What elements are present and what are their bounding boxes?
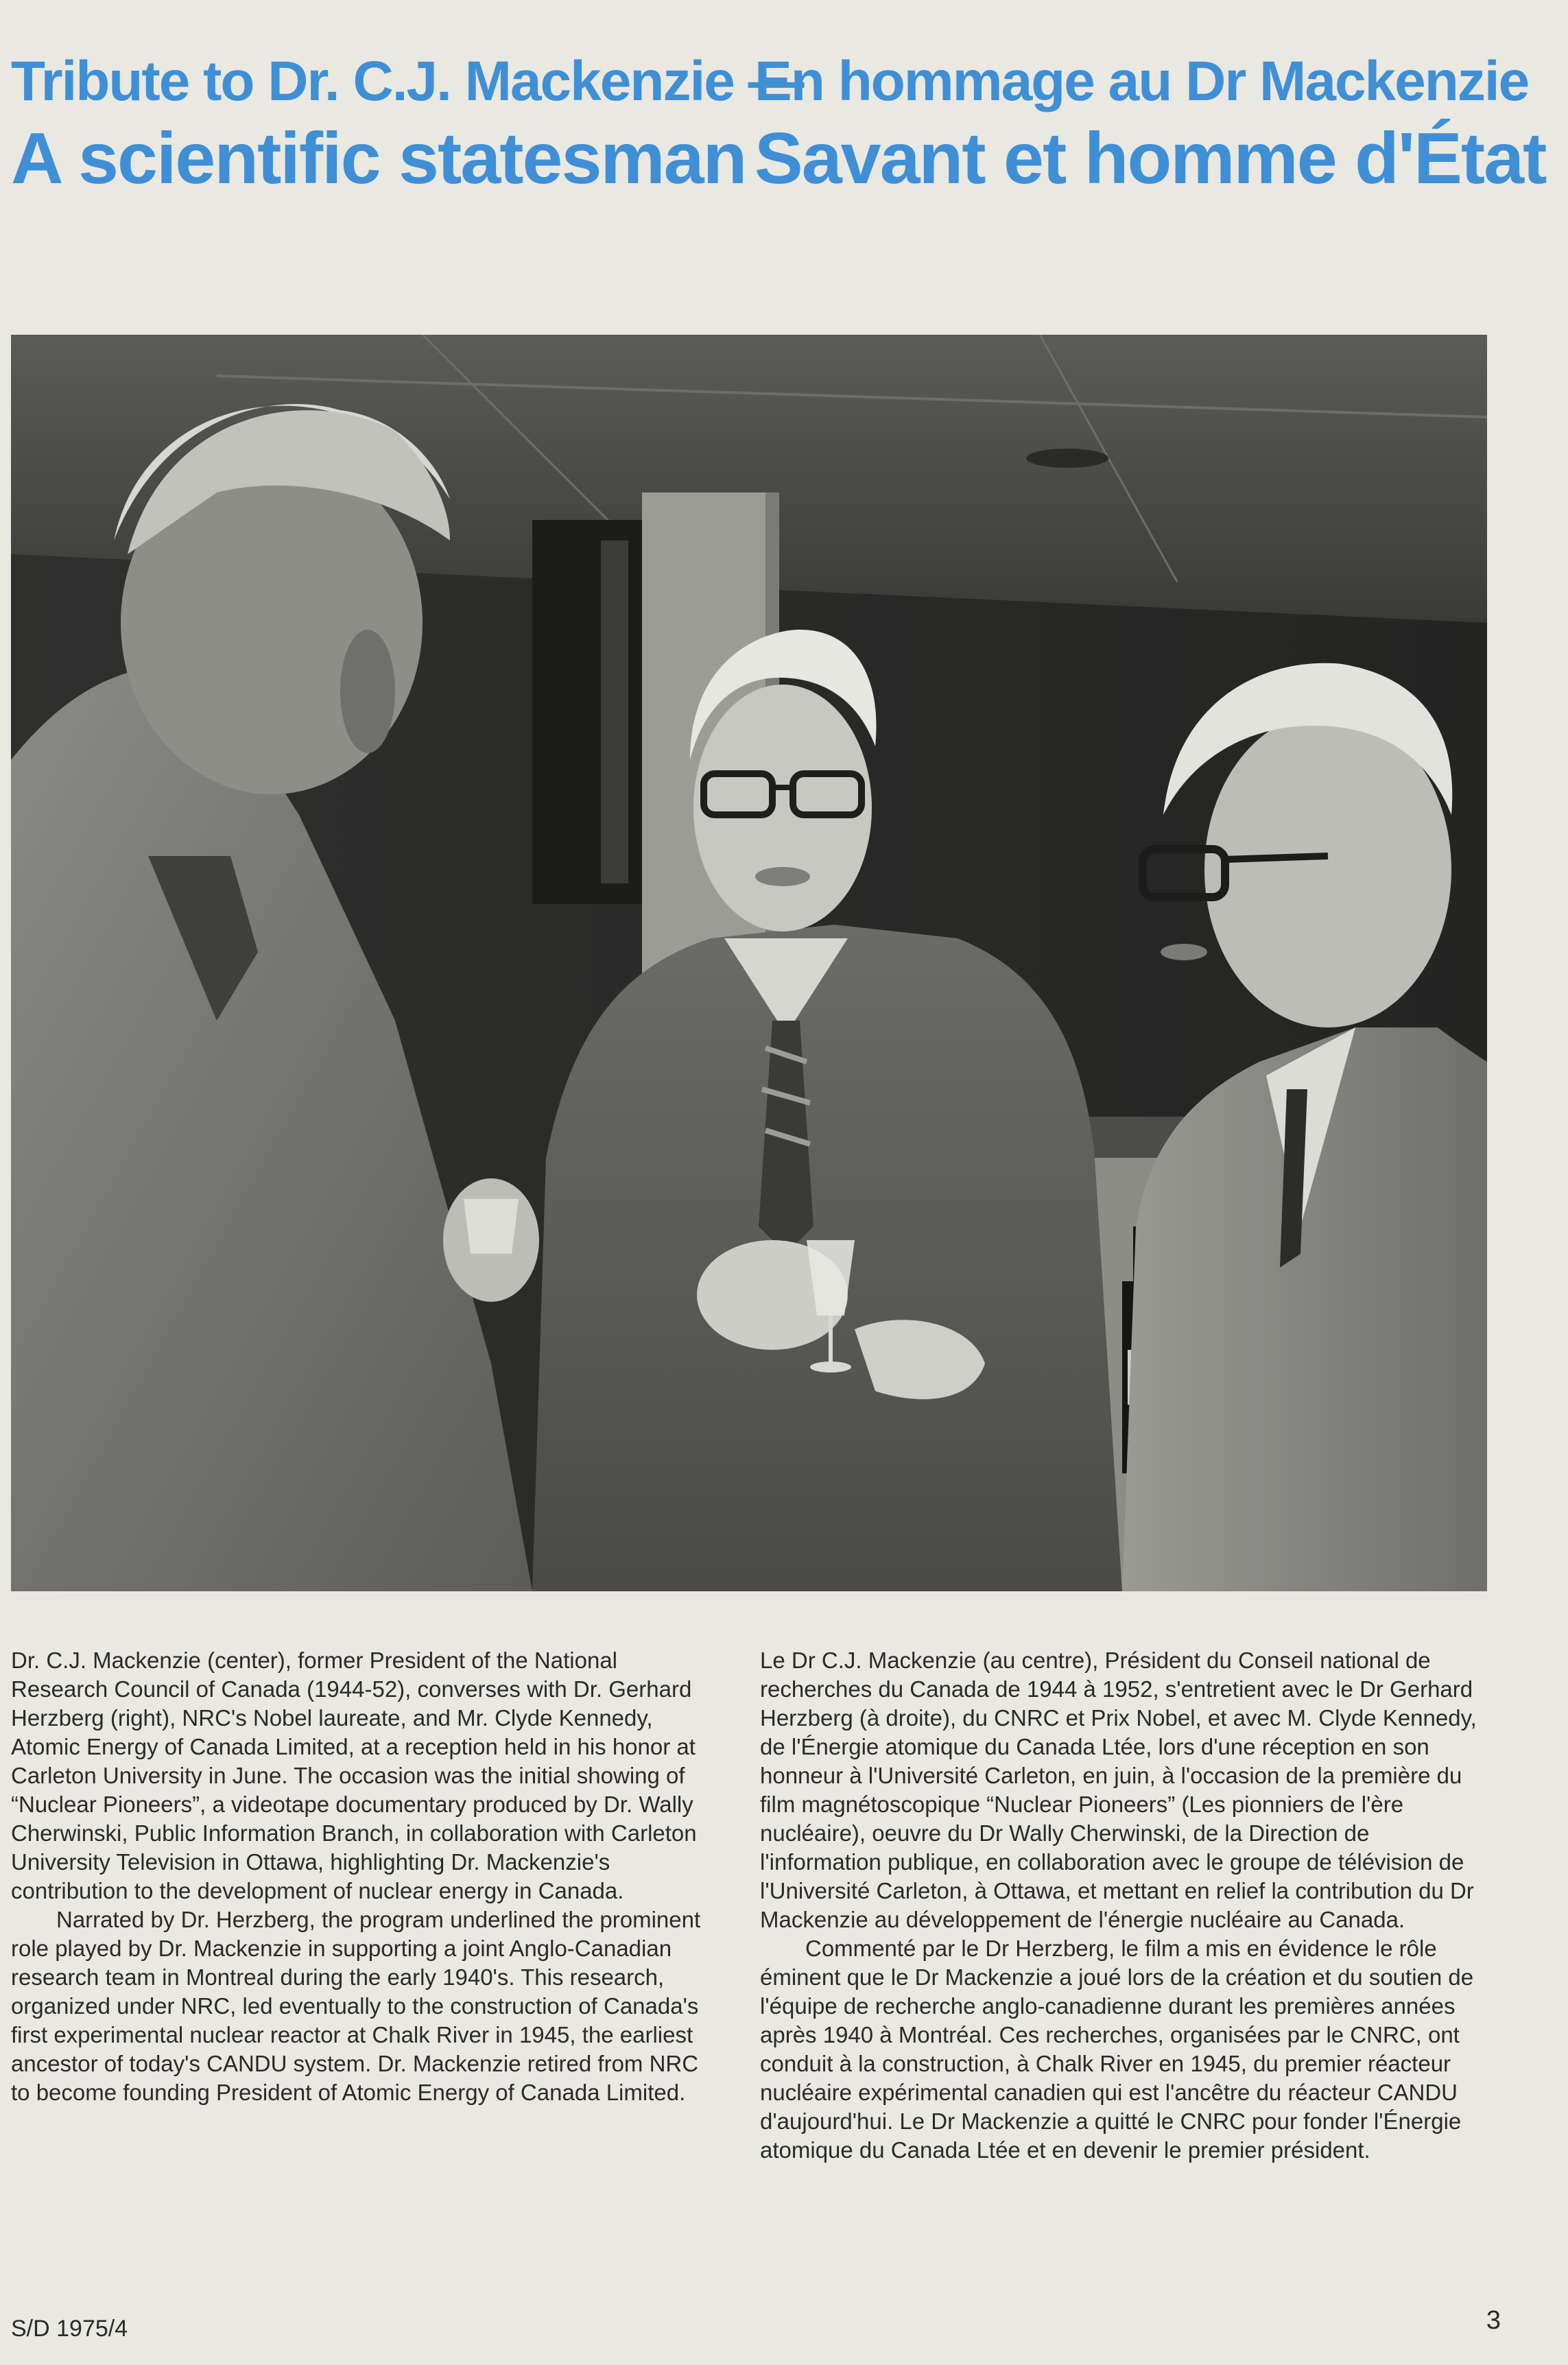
english-title-line2: A scientific statesman bbox=[11, 118, 746, 199]
french-caption-paragraph: Commenté par le Dr Herzberg, le film a mis en évidence le rôle éminent que le Dr Mackenzie a joué lors de la création et du soutien de l'équipe de recherche anglo-canadienne durant les premières années après 1940 à Montréal. Ces recherches, organisées par le CNRC, ont conduit à la construction, à Chalk River en 1945, du premier réacteur nucléaire expérimental canadien qui est l'ancêtre du réacteur CANDU d'aujourd'hui. Le Dr Mackenzie a quitté le CNRC pour fonder l'Énergie atomique du Canada Ltée et en devenir le premier président. bbox=[760, 1936, 1474, 2163]
french-caption bbox=[760, 1646, 1487, 2165]
english-title-line1: Tribute to Dr. C.J. Mackenzie — bbox=[11, 50, 803, 112]
english-title bbox=[11, 50, 803, 199]
french-caption-paragraph: Le Dr C.J. Mackenzie (au centre), Président du Conseil national de recherches du Canada de 1944 à 1952, s'entretient avec le Dr Gerhard Herzberg (à droite), du CNRC et Prix Nobel, et avec M. Clyde Kennedy, de l'Énergie atomique du Canada Ltée, lors d'une réception en son honneur à l'Université Carleton, en juin, à l'occasion de la première du film magnétoscopique “Nuclear Pioneers” (Les pionniers de l'ère nucléaire), oeuvre du Dr Wally Cherwinski, de la Direction de l'information publique, en collaboration avec le groupe de télévision de l'Université Carleton, à Ottawa, et mettant en relief la contribution du Dr Mackenzie au développement de l'énergie nucléaire au Canada. bbox=[760, 1648, 1477, 1932]
french-title bbox=[755, 50, 1557, 199]
english-caption bbox=[11, 1646, 711, 2107]
english-caption-paragraph: Narrated by Dr. Herzberg, the program underlined the prominent role played by Dr. Mackenzie in supporting a joint Anglo-Canadian research team in Montreal during the early 1940's. This research, organized under NRC, led eventually to the construction of Canada's first experimental nuclear reactor at Chalk River in 1945, the earliest ancestor of today's CANDU system. Dr. Mackenzie retired from NRC to become founding President of Atomic Energy of Canada Limited. bbox=[11, 1907, 701, 2105]
english-caption-paragraph: Dr. C.J. Mackenzie (center), former President of the National Research Council of Canada (1944-52), converses with Dr. Gerhard Herzberg (right), NRC's Nobel laureate, and Mr. Clyde Kennedy, Atomic Energy of Canada Limited, at a reception held in his honor at Carleton University in June. The occasion was the initial showing of “Nuclear Pioneers”, a videotape documentary produced by Dr. Wally Cherwinski, Public Information Branch, in collaboration with Carleton University Television in Ottawa, highlighting Dr. Mackenzie's contribution to the development of nuclear energy in Canada. bbox=[11, 1648, 697, 1903]
french-title-line2: Savant et homme d'État bbox=[755, 118, 1546, 199]
issue-label: S/D 1975/4 bbox=[11, 2316, 128, 2342]
reception-photo bbox=[11, 335, 1487, 1591]
french-title-line1: En hommage au Dr Mackenzie bbox=[755, 50, 1529, 112]
page-number: 3 bbox=[1486, 2306, 1501, 2335]
reception-photo-image bbox=[11, 335, 1487, 1591]
